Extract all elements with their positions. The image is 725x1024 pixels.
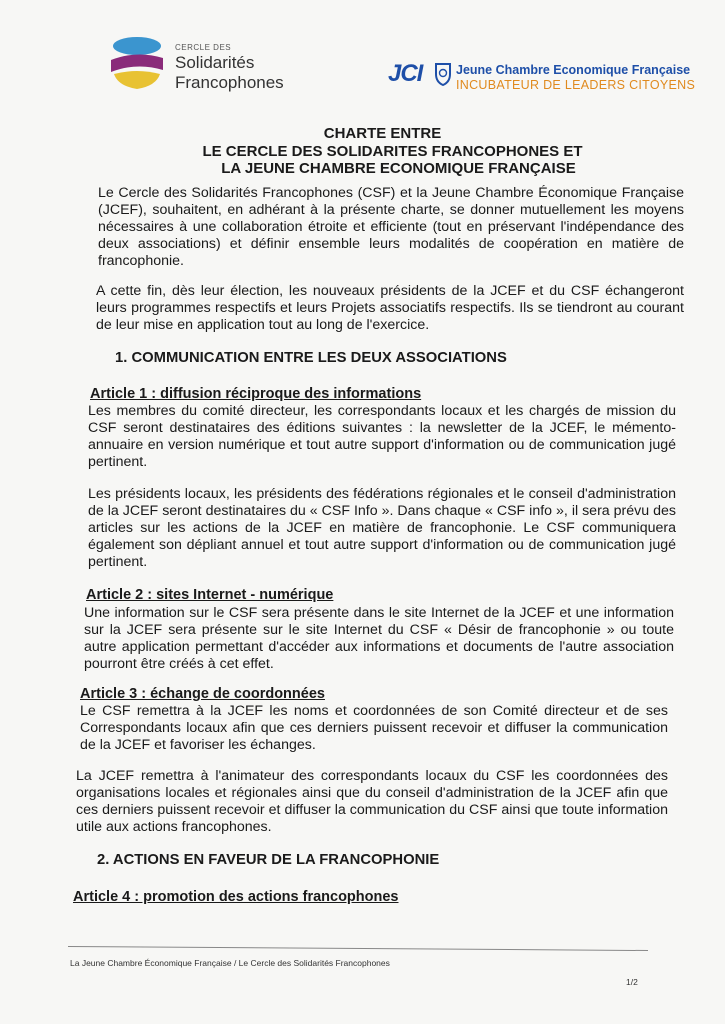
footer-divider: [68, 946, 648, 951]
page-number: 1/2: [626, 977, 638, 987]
csf-logo-line2: Francophones: [175, 73, 284, 92]
footer-text: La Jeune Chambre Économique Française / Le Cercle des Solidarités Francophones: [70, 958, 390, 968]
article-3-title: Article 3 : échange de coordonnées: [80, 686, 325, 702]
csf-logo: [108, 34, 308, 96]
csf-logo-line1: Solidarités: [175, 53, 255, 72]
section-1-heading: 1. COMMUNICATION ENTRE LES DEUX ASSOCIATIONS: [115, 350, 507, 366]
article-3-paragraph-1: Le CSF remettra à la JCEF les noms et coordonnées de son Comité directeur et de ses Correspondants locaux afin que ces derniers puissent recevoir et diffuser la communication de la JCEF et favoriser les échanges.: [80, 703, 668, 753]
csf-logo-small-text: CERCLE DES: [175, 43, 232, 52]
csf-logo-icon: [108, 34, 166, 94]
article-2-title: Article 2 : sites Internet - numérique: [86, 587, 334, 603]
jci-logo-tagline: INCUBATEUR DE LEADERS CITOYENS: [456, 78, 696, 92]
jci-logo: [388, 58, 698, 102]
intro-paragraph-1: Le Cercle des Solidarités Francophones (CSF) et la Jeune Chambre Économique Française (JCEF), souhaitent, en adhérant à la présente charte, se donner mutuellement les moyens nécessaires à une collaboration étroite et efficiente (tout en préservant l'indépendance des deux associations) et définir ensemble leurs modalités de coopération en matière de francophonie.: [98, 185, 684, 269]
title-line1: CHARTE ENTRE: [323, 125, 442, 142]
title-line3: LA JEUNE CHAMBRE ECONOMIQUE FRANÇAISE: [221, 160, 576, 177]
article-1-title: Article 1 : diffusion réciproque des informations: [90, 386, 422, 402]
section-2-heading: 2. ACTIONS EN FAVEUR DE LA FRANCOPHONIE: [97, 852, 440, 868]
title-line2: LE CERCLE DES SOLIDARITES FRANCOPHONES ET: [202, 143, 583, 160]
article-3-paragraph-2: La JCEF remettra à l'animateur des correspondants locaux du CSF les coordonnées des organisations locales et régionales ainsi que du conseil d'administration de la JCEF afin que ces derniers puissent recevoir et diffuser la communication du CSF ainsi que toute information utile aux actions francophones.: [76, 768, 668, 835]
jci-logo-letters: JCI: [388, 60, 423, 87]
jci-logo-line1: Jeune Chambre Economique Française: [456, 63, 691, 77]
article-4-title: Article 4 : promotion des actions francophones: [73, 889, 399, 905]
article-1-paragraph-2: Les présidents locaux, les présidents des fédérations régionales et le conseil d'administration de la JCEF seront destinataires du « CSF Info ». Dans chaque « CSF info », il sera prévu des articles sur les actions de la JCEF en matière de francophonie. Le CSF communiquera également son dépliant annuel et tout autre support d'information ou de communication jugé pertinent.: [88, 486, 676, 570]
jci-shield-icon: [434, 62, 452, 86]
article-1-paragraph-1: Les membres du comité directeur, les correspondants locaux et les chargés de mission du CSF seront destinataires des éditions suivantes : la newsletter de la JCEF, le mémento-annuaire en version numérique et tout autre support d'information ou de communication jugé pertinent.: [88, 403, 676, 470]
article-2-paragraph-1: Une information sur le CSF sera présente dans le site Internet de la JCEF et une information sur la JCEF sera présente sur le site Internet du CSF « Désir de francophonie » ou toute autre application permettant d'accéder aux informations et documents de l'autre association pourront être créés à cet effet.: [84, 605, 674, 672]
intro-paragraph-2: A cette fin, dès leur élection, les nouveaux présidents de la JCEF et du CSF échangeront leurs programmes respectifs et leurs Projets associatifs respectifs. Ils se tiendront au courant de leur mise en application tout au long de l'exercice.: [96, 283, 684, 333]
